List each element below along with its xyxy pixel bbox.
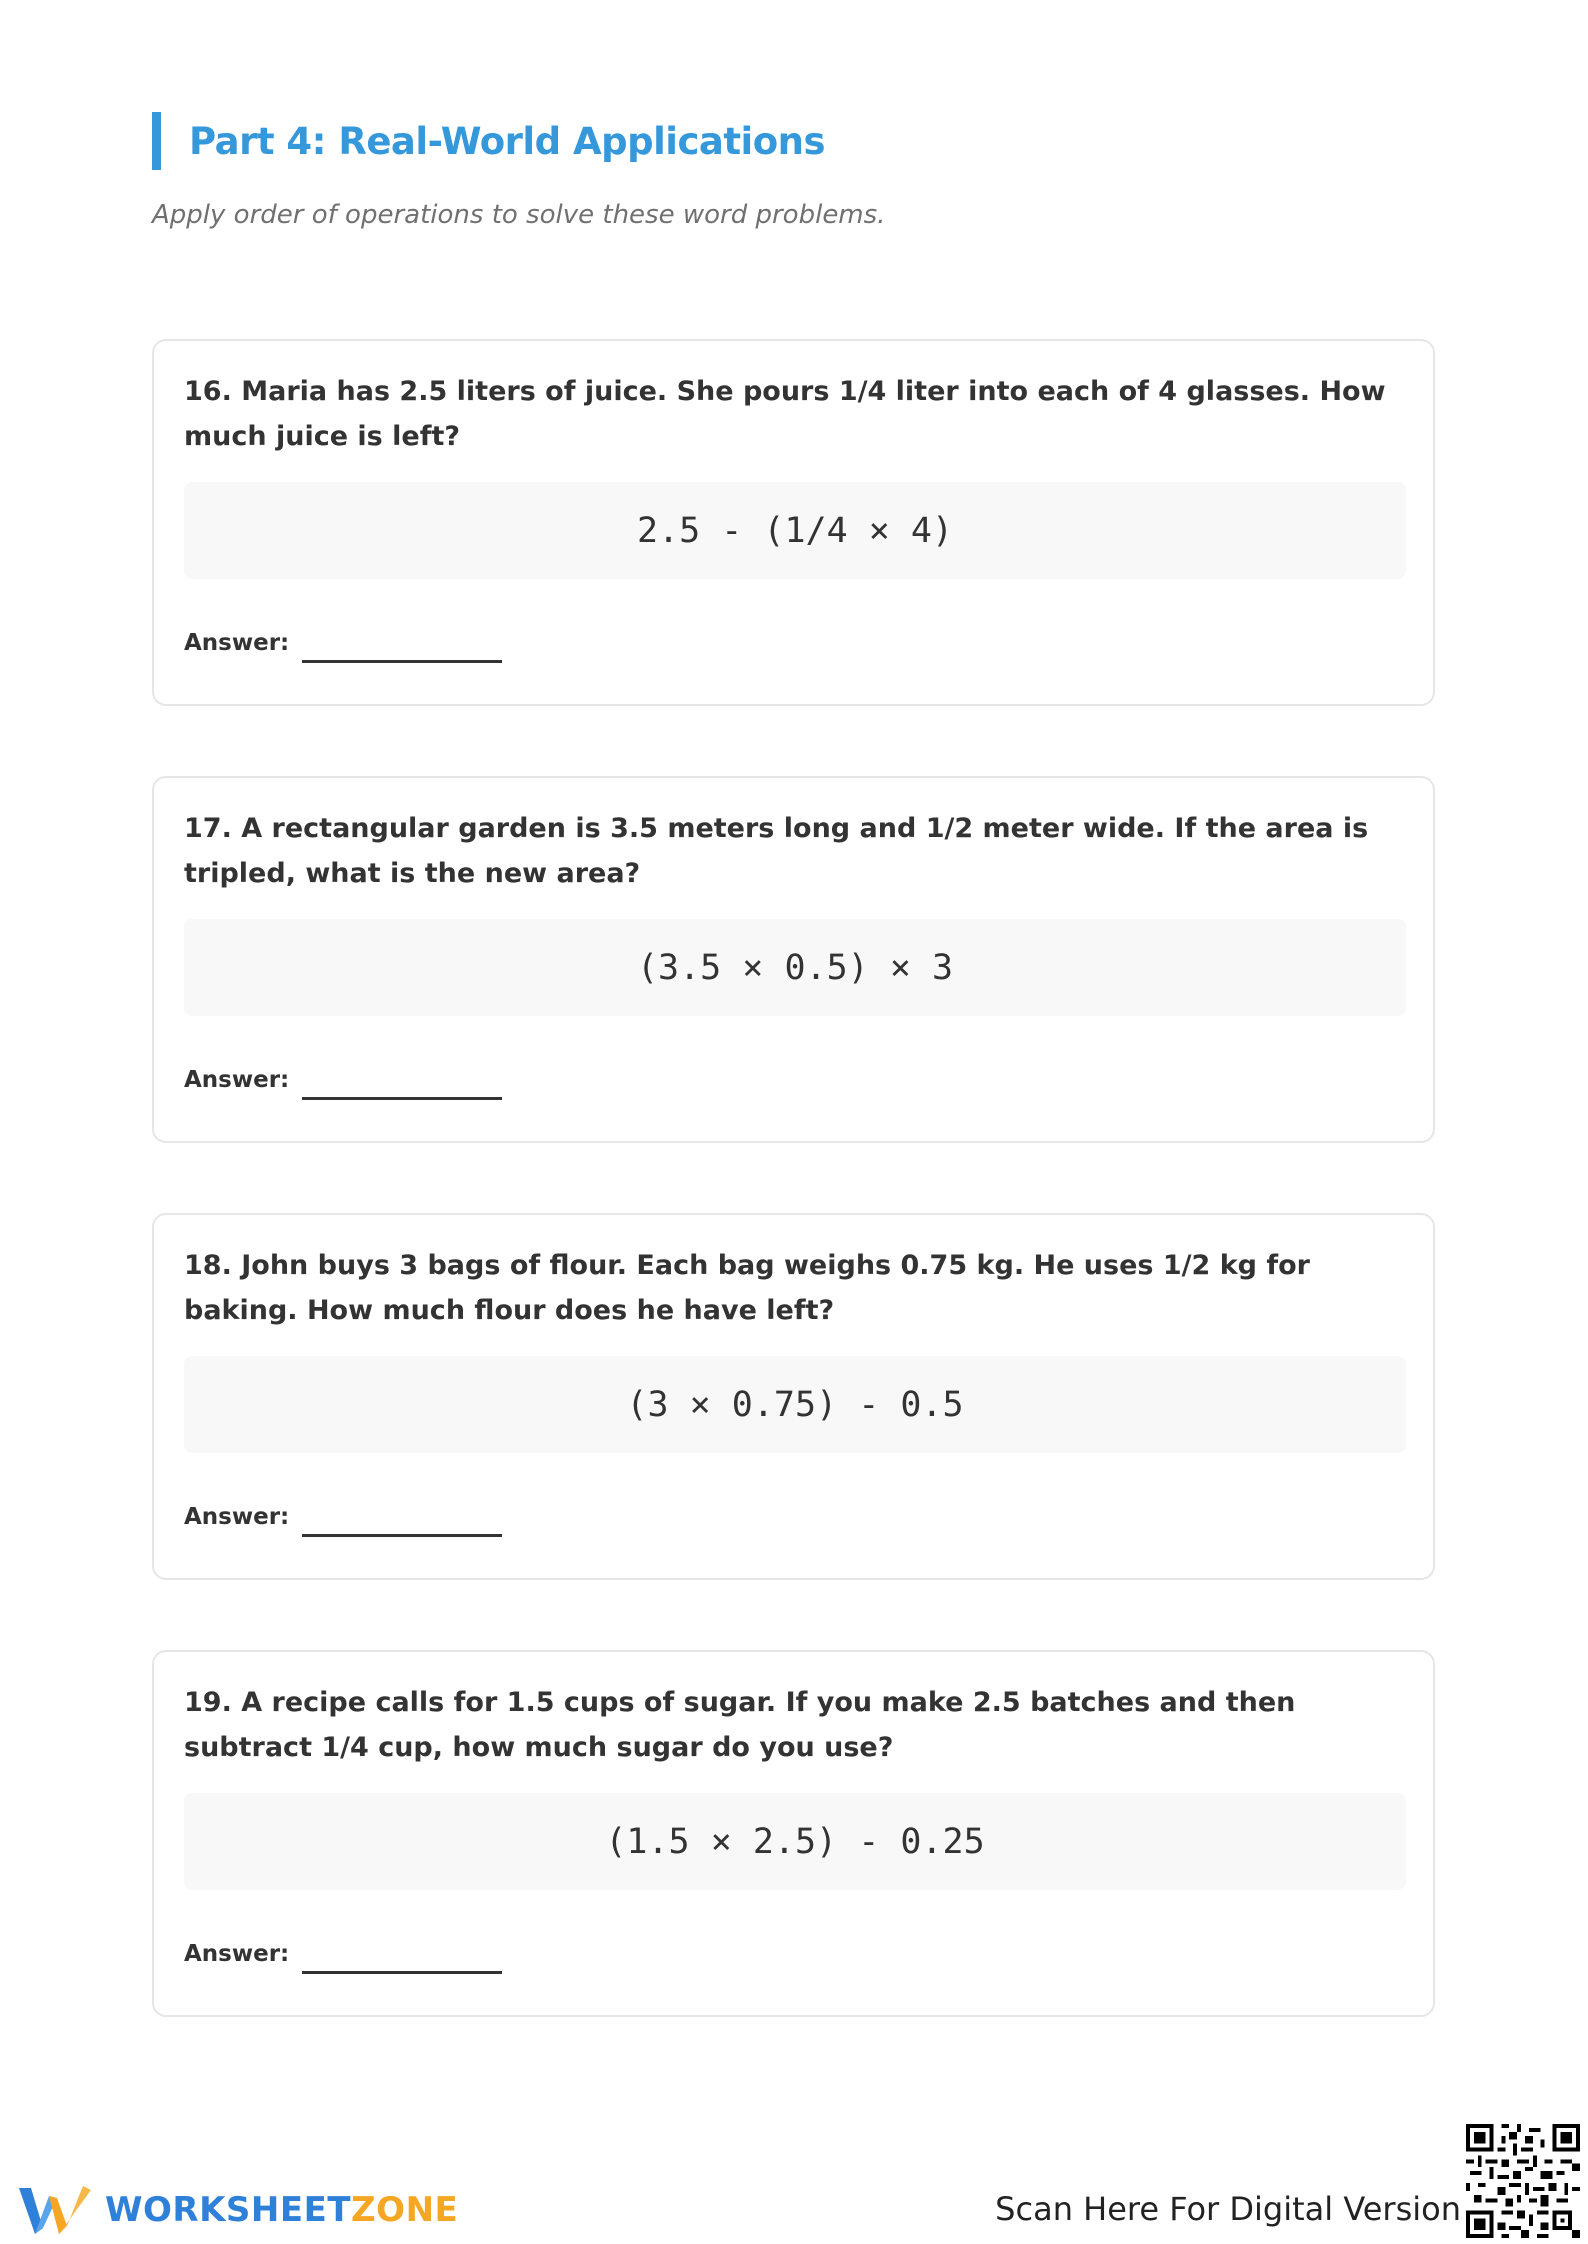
answer-label: Answer: xyxy=(184,1941,290,1967)
expression-box xyxy=(184,482,1406,579)
answer-line[interactable] xyxy=(302,1097,502,1100)
problem-card xyxy=(152,1650,1435,2017)
expression-box xyxy=(184,1793,1406,1890)
brand-name-part1: WORKSHEET xyxy=(105,2190,352,2230)
qr-code-icon[interactable] xyxy=(1466,2124,1580,2238)
expression-box xyxy=(184,919,1406,1016)
footer-logo xyxy=(17,2182,458,2238)
problem-card xyxy=(152,1213,1435,1580)
section-header xyxy=(152,112,825,170)
expression-text: (3 × 0.75) - 0.5 xyxy=(626,1384,964,1425)
scan-text: Scan Here For Digital Version xyxy=(995,2190,1461,2228)
problem-text: 17. A rectangular garden is 3.5 meters long and 1/2 meter wide. If the area is tripled, what is the new area? xyxy=(184,813,1369,889)
problem-card xyxy=(152,339,1435,706)
brand-name xyxy=(105,2190,458,2230)
answer-line[interactable] xyxy=(302,660,502,663)
expression-text: (1.5 × 2.5) - 0.25 xyxy=(605,1821,985,1862)
problem-text: 18. John buys 3 bags of flour. Each bag weighs 0.75 kg. He uses 1/2 kg for baking. How much flour does he have left? xyxy=(184,1250,1310,1326)
answer-line[interactable] xyxy=(302,1534,502,1537)
section-title: Part 4: Real-World Applications xyxy=(189,119,825,163)
expression-text: 2.5 - (1/4 × 4) xyxy=(636,510,954,551)
problem-text: 16. Maria has 2.5 liters of juice. She pours 1/4 liter into each of 4 glasses. How much juice is left? xyxy=(184,376,1386,452)
answer-line[interactable] xyxy=(302,1971,502,1974)
expression-text: (3.5 × 0.5) × 3 xyxy=(636,947,954,988)
answer-label: Answer: xyxy=(184,630,290,656)
worksheetzone-w-logo-icon xyxy=(17,2182,93,2238)
answer-label: Answer: xyxy=(184,1504,290,1530)
brand-name-part2: ZONE xyxy=(351,2190,459,2230)
answer-label: Answer: xyxy=(184,1067,290,1093)
problem-card xyxy=(152,776,1435,1143)
problem-text: 19. A recipe calls for 1.5 cups of sugar. If you make 2.5 batches and then subtract 1/4 cup, how much sugar do you use? xyxy=(184,1687,1296,1763)
expression-box xyxy=(184,1356,1406,1453)
section-subtitle: Apply order of operations to solve these word problems. xyxy=(152,200,886,230)
